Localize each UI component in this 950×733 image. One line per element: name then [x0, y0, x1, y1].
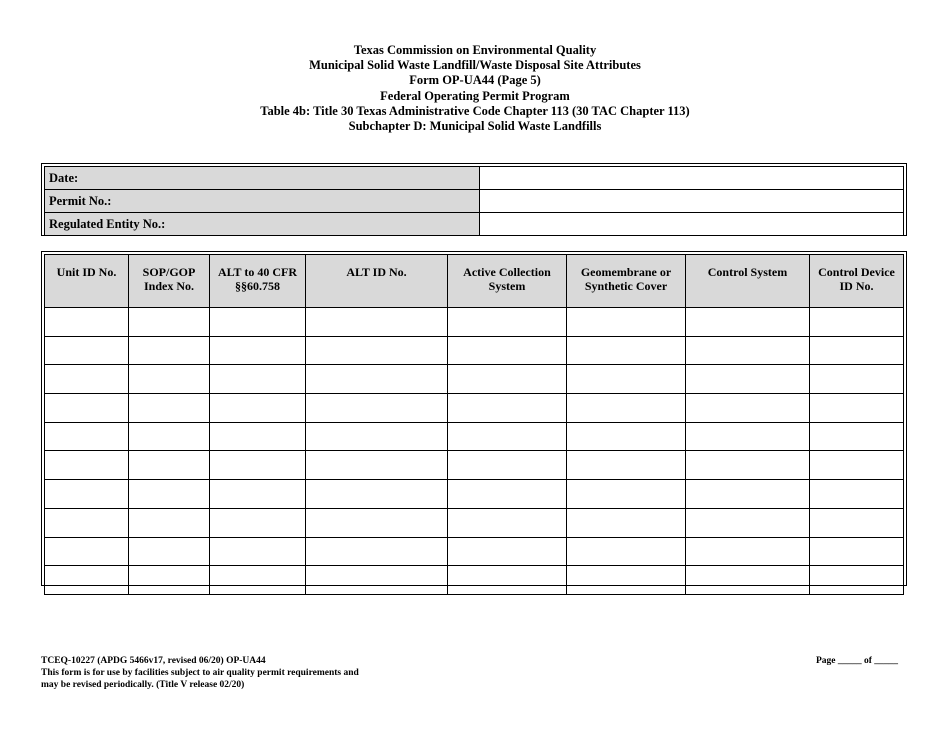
table-cell[interactable] [45, 566, 129, 595]
table-cell[interactable] [129, 308, 210, 337]
column-header [448, 255, 567, 308]
info-row-entity [45, 213, 904, 236]
table-cell[interactable] [810, 480, 904, 509]
table-cell[interactable] [306, 537, 448, 566]
table-cell[interactable] [210, 508, 306, 537]
table-cell[interactable] [306, 566, 448, 595]
table-cell[interactable] [306, 508, 448, 537]
table-row [45, 480, 904, 509]
table-cell[interactable] [210, 394, 306, 423]
table-cell[interactable] [448, 336, 567, 365]
column-header-line: Control System [707, 265, 788, 279]
column-header [129, 255, 210, 308]
entity-field[interactable] [480, 213, 904, 236]
table-cell[interactable] [810, 365, 904, 394]
table-cell[interactable] [45, 308, 129, 337]
table-cell[interactable] [306, 451, 448, 480]
table-cell[interactable] [210, 308, 306, 337]
table-cell[interactable] [306, 365, 448, 394]
table-cell[interactable] [810, 508, 904, 537]
table-cell[interactable] [448, 308, 567, 337]
footer-note-1: This form is for use by facilities subject to air quality permit requirements and [41, 667, 359, 678]
column-header-line: Synthetic Cover [584, 279, 668, 293]
table-row [45, 422, 904, 451]
column-header-line: Geomembrane or [580, 265, 672, 279]
table-cell[interactable] [210, 422, 306, 451]
header-agency: Texas Commission on Environmental Quality [353, 43, 597, 57]
column-header-line: Control Device [818, 265, 895, 279]
table-cell[interactable] [686, 394, 810, 423]
table-cell[interactable] [129, 365, 210, 394]
table-cell[interactable] [210, 537, 306, 566]
column-header-line: §§60.758 [235, 279, 280, 293]
table-row [45, 537, 904, 566]
table-cell[interactable] [210, 451, 306, 480]
table-cell[interactable] [810, 308, 904, 337]
header-subchapter: Subchapter D: Municipal Solid Waste Landfills [348, 119, 602, 134]
footer-note-2: may be revised periodically. (Title V release 02/20) [41, 679, 245, 690]
table-row [45, 508, 904, 537]
column-header-line: ALT ID No. [346, 265, 407, 279]
table-cell[interactable] [45, 365, 129, 394]
table-cell[interactable] [567, 394, 686, 423]
table-cell[interactable] [448, 451, 567, 480]
info-box [41, 163, 907, 236]
column-header [686, 255, 810, 308]
table-cell[interactable] [567, 508, 686, 537]
table-cell[interactable] [448, 422, 567, 451]
table-cell[interactable] [686, 566, 810, 595]
column-header [810, 255, 904, 308]
table-row [45, 365, 904, 394]
column-header-line: Active Collection [463, 265, 551, 279]
permit-label: Permit No.: [45, 190, 480, 213]
table-cell[interactable] [567, 566, 686, 595]
table-cell[interactable] [686, 308, 810, 337]
table-cell[interactable] [306, 422, 448, 451]
table-cell[interactable] [810, 336, 904, 365]
table-cell[interactable] [686, 422, 810, 451]
entity-label: Regulated Entity No.: [45, 213, 480, 236]
header-program: Federal Operating Permit Program [380, 88, 570, 103]
form-header [0, 43, 950, 134]
footer-form-id: TCEQ-10227 (APDG 5466v17, revised 06/20) OP-UA44 [41, 656, 266, 666]
column-header-line: System [488, 279, 526, 293]
table-cell[interactable] [686, 336, 810, 365]
column-header [210, 255, 306, 308]
table-cell[interactable] [810, 451, 904, 480]
table-header-row [45, 255, 904, 308]
table-cell[interactable] [129, 537, 210, 566]
table-cell[interactable] [210, 480, 306, 509]
table-row [45, 394, 904, 423]
table-cell[interactable] [567, 422, 686, 451]
column-header [567, 255, 686, 308]
info-row-date [45, 167, 904, 190]
table-cell[interactable] [567, 308, 686, 337]
table-row [45, 451, 904, 480]
table-cell[interactable] [45, 508, 129, 537]
table-cell[interactable] [45, 422, 129, 451]
table-cell[interactable] [448, 508, 567, 537]
table-cell[interactable] [448, 480, 567, 509]
form-footer [41, 656, 359, 691]
table-cell[interactable] [306, 308, 448, 337]
table-cell[interactable] [129, 508, 210, 537]
table-cell[interactable] [129, 451, 210, 480]
table-cell[interactable] [306, 394, 448, 423]
table-cell[interactable] [686, 451, 810, 480]
column-header [45, 255, 129, 308]
table-cell[interactable] [45, 336, 129, 365]
column-header-line: SOP/GOP [142, 265, 196, 279]
table-cell[interactable] [210, 566, 306, 595]
table-cell[interactable] [129, 566, 210, 595]
table-cell[interactable] [129, 394, 210, 423]
table-cell[interactable] [567, 537, 686, 566]
table-cell[interactable] [45, 451, 129, 480]
column-header-line: Index No. [143, 279, 194, 293]
table-cell[interactable] [129, 480, 210, 509]
info-table [44, 166, 904, 236]
table-cell[interactable] [129, 336, 210, 365]
table-row [45, 308, 904, 337]
table-cell[interactable] [567, 336, 686, 365]
table-cell[interactable] [129, 422, 210, 451]
header-form-number: Form OP-UA44 (Page 5) [409, 73, 541, 88]
table-cell[interactable] [448, 537, 567, 566]
table-cell[interactable] [686, 365, 810, 394]
table-cell[interactable] [45, 537, 129, 566]
column-header-line: Unit ID No. [56, 265, 117, 279]
column-header [306, 255, 448, 308]
table-cell[interactable] [448, 566, 567, 595]
table-cell[interactable] [567, 480, 686, 509]
table-cell[interactable] [686, 508, 810, 537]
header-form-title: Municipal Solid Waste Landfill/Waste Disposal Site Attributes [309, 58, 641, 73]
table-cell[interactable] [567, 451, 686, 480]
table-cell[interactable] [448, 394, 567, 423]
table-cell[interactable] [210, 336, 306, 365]
date-label: Date: [45, 167, 480, 190]
permit-field[interactable] [480, 190, 904, 213]
info-row-permit [45, 190, 904, 213]
table-cell[interactable] [810, 394, 904, 423]
date-field[interactable] [480, 167, 904, 190]
table-cell[interactable] [306, 480, 448, 509]
column-header-line: ALT to 40 CFR [217, 265, 297, 279]
attributes-box [41, 251, 907, 586]
table-cell[interactable] [686, 537, 810, 566]
table-cell[interactable] [45, 480, 129, 509]
table-cell[interactable] [210, 365, 306, 394]
table-cell[interactable] [45, 394, 129, 423]
table-row [45, 336, 904, 365]
table-cell[interactable] [448, 365, 567, 394]
table-cell[interactable] [810, 422, 904, 451]
table-cell[interactable] [810, 537, 904, 566]
table-cell[interactable] [686, 480, 810, 509]
header-table-title: Table 4b: Title 30 Texas Administrative Code Chapter 113 (30 TAC Chapter 113) [260, 103, 690, 118]
page-number: Page _____ of _____ [816, 656, 899, 666]
table-cell[interactable] [810, 566, 904, 595]
attributes-table [44, 254, 904, 595]
table-cell[interactable] [306, 336, 448, 365]
column-header-line: ID No. [839, 279, 874, 293]
table-row [45, 566, 904, 595]
table-cell[interactable] [567, 365, 686, 394]
